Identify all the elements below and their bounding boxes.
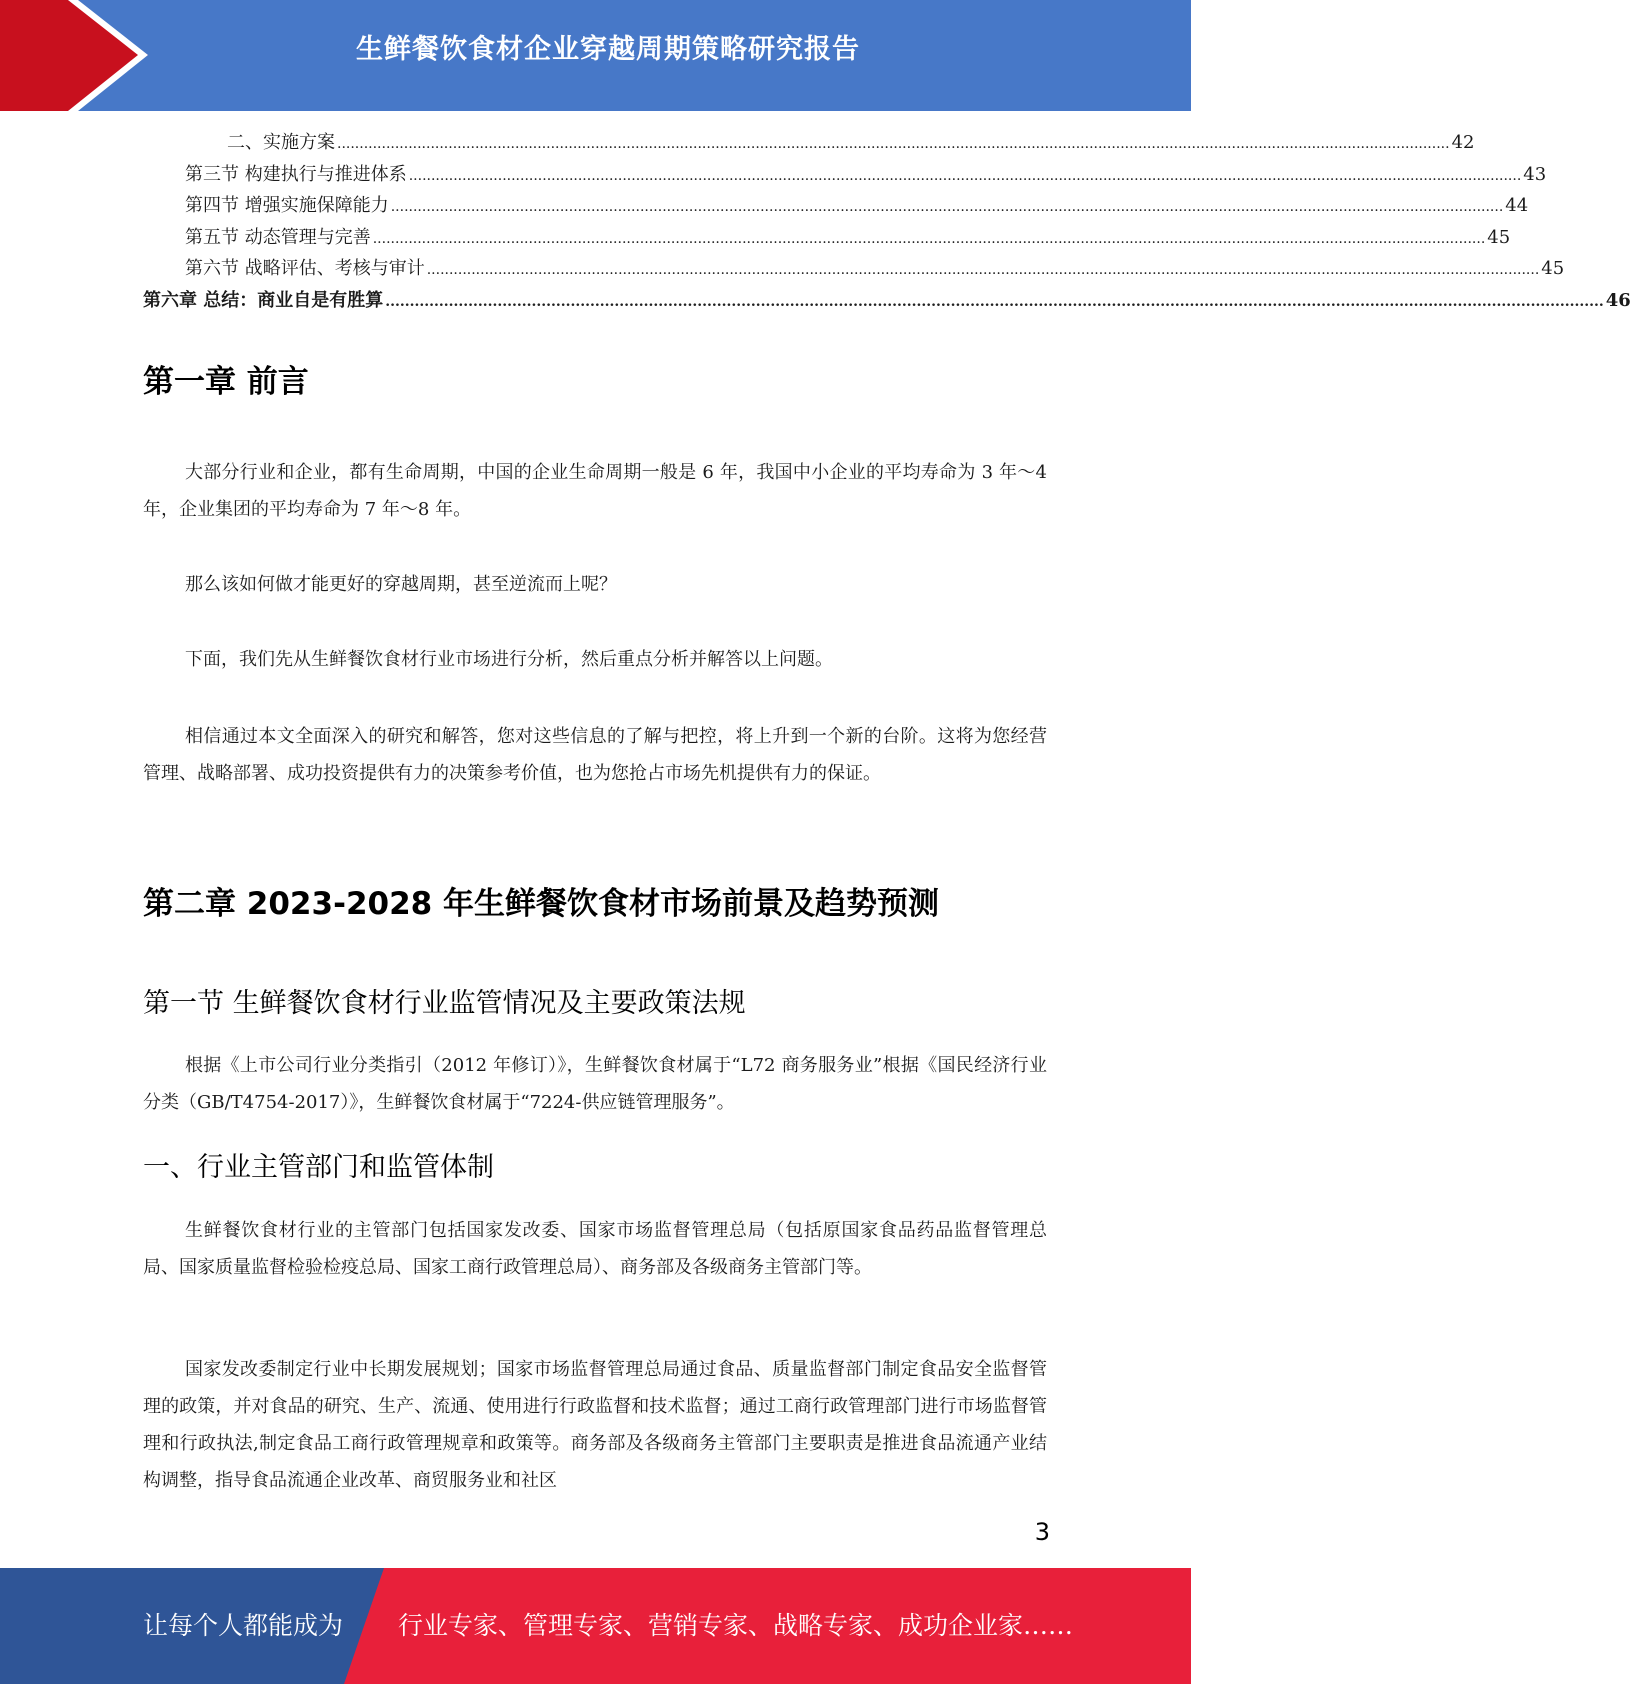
toc-entry-page: 42 — [1451, 132, 1475, 153]
page-header — [0, 0, 1191, 111]
footer-slogan-left: 让每个人都能成为 — [143, 1611, 344, 1640]
body-paragraph: 根据《上市公司行业分类指引（2012 年修订）》，生鲜餐饮食材属于“L72 商务服务业”根据《国民经济行业分类（GB/T4754-2017）》，生鲜餐饮食材属于“7224-供应链管理服务”。 — [143, 1055, 1047, 1113]
section-heading: 第一节 生鲜餐饮食材行业监管情况及主要政策法规 — [143, 988, 746, 1019]
body-paragraph: 那么该如何做才能更好的穿越周期，甚至逆流而上呢？ — [185, 574, 617, 595]
body-paragraph: 国家发改委制定行业中长期发展规划；国家市场监督管理总局通过食品、质量监督部门制定食品安全监督管理的政策，并对食品的研究、生产、流通、使用进行行政监督和技术监督；通过工商行政管理部门进行市场监督管理和行政执法,制定食品工商行政管理规章和政策等。商务部及各级商务主管部门主要职责是推进食品流通产业结构调整，指导食品流通企业改革、商贸服务业和社区 — [143, 1359, 1047, 1491]
subsection-heading: 一、行业主管部门和监管体制 — [143, 1152, 494, 1183]
toc-leader-dots: .......................................................................................................................................................................................................................................................... — [390, 199, 1504, 215]
footer-slogan-right: 行业专家、管理专家、营销专家、战略专家、成功企业家…… — [398, 1611, 1074, 1640]
chapter-heading: 第一章 前言 — [143, 364, 309, 400]
toc-leader-dots: .......................................................................................................................................................................................................................................................... — [337, 136, 1450, 152]
page-footer — [0, 1568, 1191, 1684]
toc-entry-label: 第六章 总结：商业自是有胜算 — [143, 289, 384, 311]
table-of-contents — [143, 128, 1631, 317]
toc-entry[interactable] — [143, 223, 1511, 255]
toc-entry-page: 43 — [1523, 163, 1547, 185]
body-paragraph: 相信通过本文全面深入的研究和解答，您对这些信息的了解与把控，将上升到一个新的台阶。这将为您经营管理、战略部署、成功投资提供有力的决策参考价值，也为您抢占市场先机提供有力的保证。 — [143, 726, 1047, 784]
chapter-heading: 第二章 2023-2028 年生鲜餐饮食材市场前景及趋势预测 — [143, 886, 940, 922]
body-paragraph: 大部分行业和企业，都有生命周期，中国的企业生命周期一般是 6 年，我国中小企业的平均寿命为 3 年～4 年，企业集团的平均寿命为 7 年～8 年。 — [143, 462, 1047, 520]
body-paragraph: 生鲜餐饮食材行业的主管部门包括国家发改委、国家市场监督管理总局（包括原国家食品药品监督管理总局、国家质量监督检验检疫总局、国家工商行政管理总局）、商务部及各级商务主管部门等。 — [143, 1220, 1047, 1278]
toc-entry[interactable] — [143, 191, 1529, 223]
toc-entry-label: 第四节 增强实施保障能力 — [185, 195, 389, 216]
toc-entry-page: 45 — [1487, 226, 1511, 248]
report-title: 生鲜餐饮食材企业穿越周期策略研究报告 — [356, 34, 860, 65]
toc-leader-dots: .......................................................................................................................................................................................................................................................... — [426, 262, 1540, 278]
toc-entry-page: 45 — [1541, 258, 1565, 279]
toc-entry[interactable] — [143, 128, 1475, 160]
toc-entry[interactable] — [143, 160, 1547, 192]
toc-entry-label: 第五节 动态管理与完善 — [185, 226, 371, 248]
toc-leader-dots: .......................................................................................................................................................................................................................................................... — [408, 167, 1522, 184]
toc-entry-page: 46 — [1605, 289, 1631, 311]
toc-leader-dots: .......................................................................................................................................................................................................................................................... — [385, 293, 1604, 310]
toc-entry[interactable] — [143, 254, 1565, 286]
page-number: 3 — [1034, 1518, 1050, 1546]
toc-entry[interactable] — [143, 286, 1631, 318]
toc-leader-dots: .......................................................................................................................................................................................................................................................... — [372, 230, 1486, 247]
toc-entry-label: 第三节 构建执行与推进体系 — [185, 163, 407, 185]
toc-entry-label: 二、实施方案 — [227, 132, 335, 153]
body-paragraph: 下面，我们先从生鲜餐饮食材行业市场进行分析，然后重点分析并解答以上问题。 — [185, 649, 833, 670]
toc-entry-page: 44 — [1505, 195, 1529, 216]
toc-entry-label: 第六节 战略评估、考核与审计 — [185, 258, 425, 279]
